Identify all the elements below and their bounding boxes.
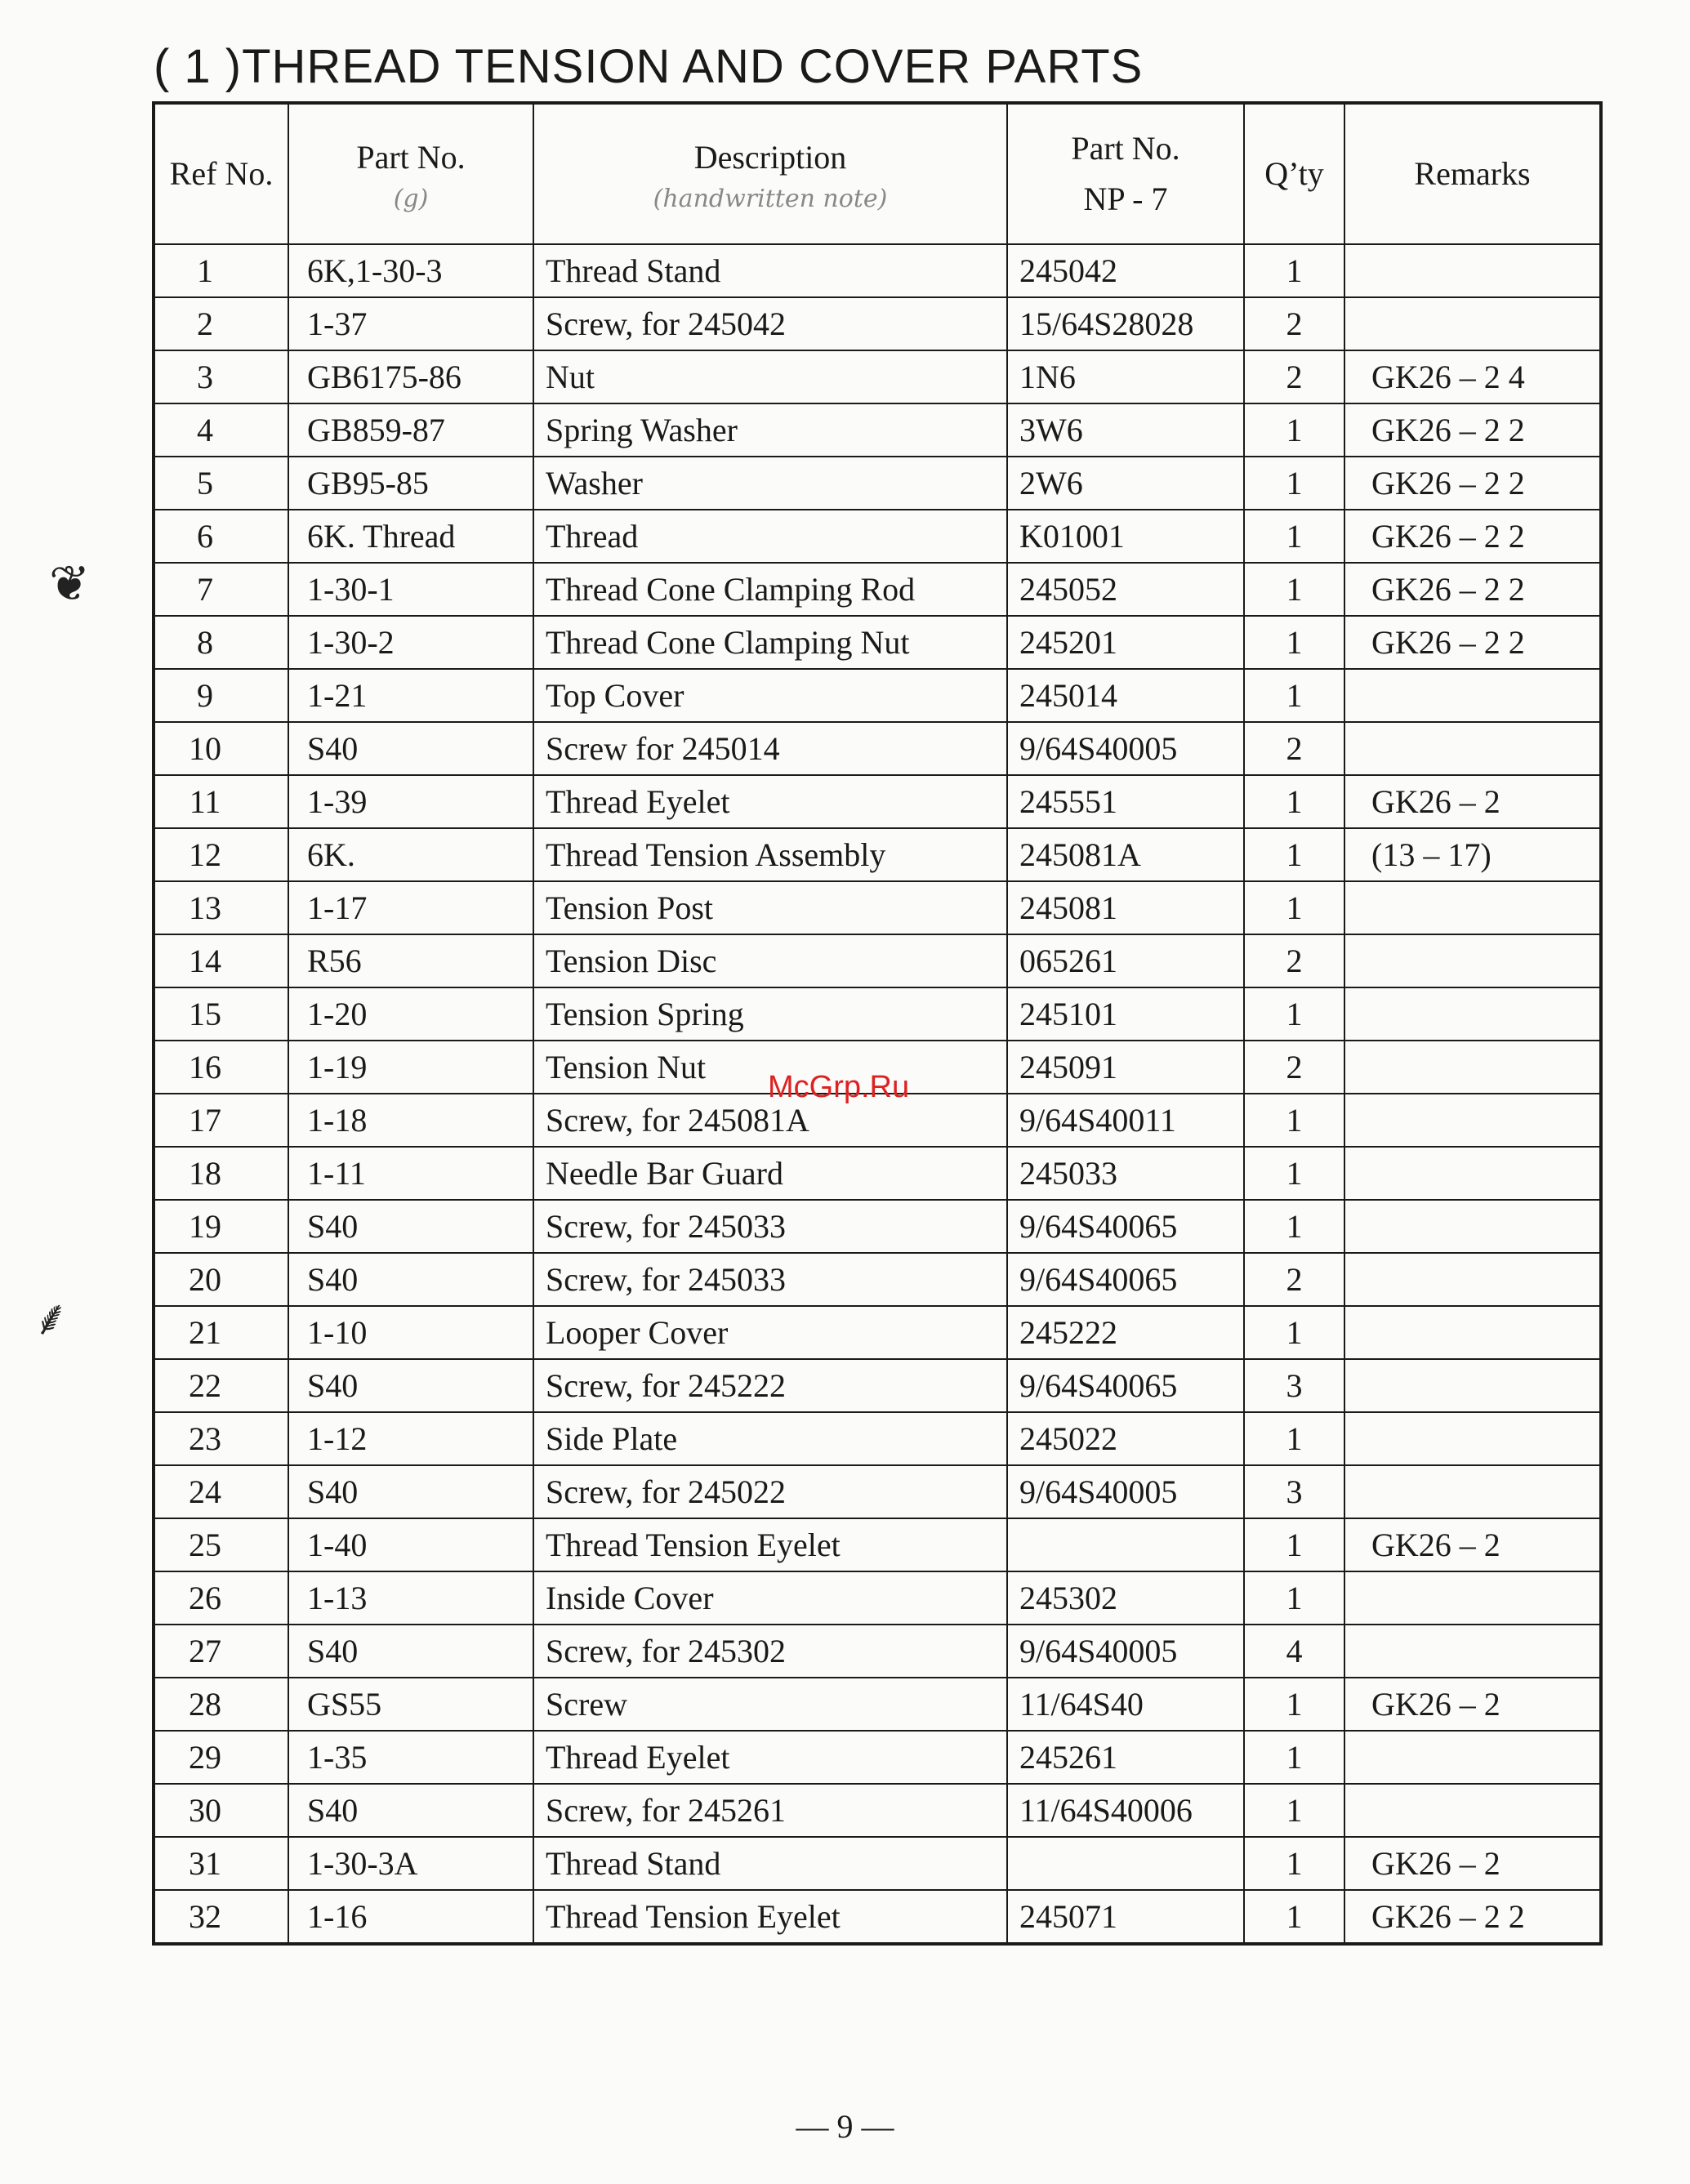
table-row: [154, 1731, 1601, 1784]
part-no-cell: S40: [288, 1625, 533, 1678]
part-no-cell: 1-30-3A: [288, 1837, 533, 1890]
header-np7-part-no: [1007, 103, 1244, 244]
table-row: [154, 722, 1601, 775]
part-no-cell: S40: [288, 1784, 533, 1837]
description-cell: Tension Post: [533, 881, 1007, 934]
remarks-cell: [1344, 1625, 1601, 1678]
description-cell: Thread Cone Clamping Nut: [533, 616, 1007, 669]
ref-cell: 12: [154, 828, 288, 881]
table-row: [154, 1625, 1601, 1678]
ref-cell: 24: [154, 1465, 288, 1518]
ref-cell: 32: [154, 1890, 288, 1944]
header-ref-no: Ref No.: [154, 103, 288, 244]
ref-cell: 19: [154, 1200, 288, 1253]
watermark: McGrp.Ru: [768, 1070, 910, 1104]
remarks-cell: [1344, 1306, 1601, 1359]
remarks-cell: [1344, 1412, 1601, 1465]
ref-cell: 10: [154, 722, 288, 775]
qty-cell: 1: [1244, 1094, 1344, 1147]
qty-cell: 4: [1244, 1625, 1344, 1678]
description-cell: Looper Cover: [533, 1306, 1007, 1359]
table-row: [154, 1518, 1601, 1571]
description-cell: Thread: [533, 510, 1007, 563]
table-row: [154, 350, 1601, 403]
ref-cell: 6: [154, 510, 288, 563]
description-cell: Screw, for 245033: [533, 1253, 1007, 1306]
qty-cell: 1: [1244, 987, 1344, 1041]
table-row: [154, 1253, 1601, 1306]
qty-cell: 1: [1244, 403, 1344, 457]
description-cell: Tension Spring: [533, 987, 1007, 1041]
qty-cell: 1: [1244, 1147, 1344, 1200]
table-row: [154, 775, 1601, 828]
remarks-cell: GK26 – 2: [1344, 775, 1601, 828]
description-cell: Thread Tension Assembly: [533, 828, 1007, 881]
qty-cell: 1: [1244, 669, 1344, 722]
header-np7-line1: Part No.: [1071, 130, 1180, 167]
part-no-cell: GB95-85: [288, 457, 533, 510]
ref-cell: 29: [154, 1731, 288, 1784]
np7-part-no-cell: [1007, 1837, 1244, 1890]
description-cell: Screw, for 245261: [533, 1784, 1007, 1837]
description-cell: Thread Tension Eyelet: [533, 1518, 1007, 1571]
description-cell: Thread Cone Clamping Rod: [533, 563, 1007, 616]
part-no-cell: S40: [288, 1359, 533, 1412]
table-row: [154, 297, 1601, 350]
np7-part-no-cell: 245201: [1007, 616, 1244, 669]
ref-cell: 31: [154, 1837, 288, 1890]
part-no-cell: S40: [288, 1253, 533, 1306]
np7-part-no-cell: 245302: [1007, 1571, 1244, 1625]
description-cell: Screw, for 245022: [533, 1465, 1007, 1518]
table-row: [154, 934, 1601, 987]
np7-part-no-cell: K01001: [1007, 510, 1244, 563]
np7-part-no-cell: 9/64S40011: [1007, 1094, 1244, 1147]
table-row: [154, 457, 1601, 510]
description-cell: Thread Tension Eyelet: [533, 1890, 1007, 1944]
remarks-cell: GK26 – 2 4: [1344, 350, 1601, 403]
remarks-cell: [1344, 297, 1601, 350]
np7-part-no-cell: 245261: [1007, 1731, 1244, 1784]
table-row: [154, 669, 1601, 722]
remarks-cell: [1344, 1784, 1601, 1837]
description-cell: Top Cover: [533, 669, 1007, 722]
table-row: [154, 1571, 1601, 1625]
ref-cell: 15: [154, 987, 288, 1041]
ref-cell: 8: [154, 616, 288, 669]
part-no-cell: 1-35: [288, 1731, 533, 1784]
ref-cell: 1: [154, 244, 288, 297]
qty-cell: 2: [1244, 350, 1344, 403]
header-description: [533, 103, 1007, 244]
description-cell: Screw, for 245302: [533, 1625, 1007, 1678]
table-row: [154, 881, 1601, 934]
part-no-cell: 6K. Thread: [288, 510, 533, 563]
qty-cell: 1: [1244, 510, 1344, 563]
table-row: [154, 563, 1601, 616]
ref-cell: 23: [154, 1412, 288, 1465]
ref-cell: 22: [154, 1359, 288, 1412]
qty-cell: 3: [1244, 1465, 1344, 1518]
remarks-cell: (13 – 17): [1344, 828, 1601, 881]
description-cell: Thread Stand: [533, 1837, 1007, 1890]
qty-cell: 2: [1244, 297, 1344, 350]
ref-cell: 28: [154, 1678, 288, 1731]
header-part-handwritten-note: (g): [393, 185, 429, 213]
ref-cell: 16: [154, 1041, 288, 1094]
part-no-cell: 1-37: [288, 297, 533, 350]
ref-cell: 3: [154, 350, 288, 403]
qty-cell: 1: [1244, 1731, 1344, 1784]
part-no-cell: 1-12: [288, 1412, 533, 1465]
ref-cell: 7: [154, 563, 288, 616]
description-cell: Thread Eyelet: [533, 1731, 1007, 1784]
remarks-cell: [1344, 1041, 1601, 1094]
np7-part-no-cell: 065261: [1007, 934, 1244, 987]
ref-cell: 30: [154, 1784, 288, 1837]
ref-cell: 26: [154, 1571, 288, 1625]
ref-cell: 14: [154, 934, 288, 987]
np7-part-no-cell: [1007, 1518, 1244, 1571]
part-no-cell: GS55: [288, 1678, 533, 1731]
description-cell: Spring Washer: [533, 403, 1007, 457]
description-cell: Screw, for 245033: [533, 1200, 1007, 1253]
header-part-no-label: Part No.: [356, 139, 466, 176]
header-qty: Q’ty: [1244, 103, 1344, 244]
remarks-cell: GK26 – 2 2: [1344, 403, 1601, 457]
qty-cell: 1: [1244, 1518, 1344, 1571]
remarks-cell: [1344, 1200, 1601, 1253]
remarks-cell: [1344, 1465, 1601, 1518]
np7-part-no-cell: 1N6: [1007, 350, 1244, 403]
remarks-cell: GK26 – 2 2: [1344, 1890, 1601, 1944]
header-description-label: Description: [693, 139, 847, 176]
remarks-cell: [1344, 669, 1601, 722]
qty-cell: 1: [1244, 1890, 1344, 1944]
remarks-cell: [1344, 1359, 1601, 1412]
table-row: [154, 1200, 1601, 1253]
table-row: [154, 1784, 1601, 1837]
table-row: [154, 244, 1601, 297]
table-row: [154, 987, 1601, 1041]
qty-cell: 1: [1244, 828, 1344, 881]
table-row: [154, 1306, 1601, 1359]
qty-cell: 3: [1244, 1359, 1344, 1412]
ref-cell: 18: [154, 1147, 288, 1200]
np7-part-no-cell: 245022: [1007, 1412, 1244, 1465]
remarks-cell: GK26 – 2 2: [1344, 457, 1601, 510]
ref-cell: 20: [154, 1253, 288, 1306]
np7-part-no-cell: 245081A: [1007, 828, 1244, 881]
ref-cell: 2: [154, 297, 288, 350]
qty-cell: 1: [1244, 1412, 1344, 1465]
description-cell: Side Plate: [533, 1412, 1007, 1465]
qty-cell: 1: [1244, 1200, 1344, 1253]
table-row: [154, 1412, 1601, 1465]
description-cell: Thread Stand: [533, 244, 1007, 297]
description-cell: Screw for 245014: [533, 722, 1007, 775]
remarks-cell: GK26 – 2 2: [1344, 616, 1601, 669]
table-row: [154, 828, 1601, 881]
np7-part-no-cell: 9/64S40005: [1007, 1625, 1244, 1678]
description-cell: Tension Disc: [533, 934, 1007, 987]
qty-cell: 1: [1244, 563, 1344, 616]
np7-part-no-cell: 245071: [1007, 1890, 1244, 1944]
np7-part-no-cell: 3W6: [1007, 403, 1244, 457]
part-no-cell: R56: [288, 934, 533, 987]
remarks-cell: [1344, 881, 1601, 934]
part-no-cell: 1-30-2: [288, 616, 533, 669]
np7-part-no-cell: 245081: [1007, 881, 1244, 934]
qty-cell: 2: [1244, 934, 1344, 987]
np7-part-no-cell: 245033: [1007, 1147, 1244, 1200]
part-no-cell: S40: [288, 722, 533, 775]
np7-part-no-cell: 9/64S40065: [1007, 1359, 1244, 1412]
part-no-cell: 6K,1-30-3: [288, 244, 533, 297]
np7-part-no-cell: 2W6: [1007, 457, 1244, 510]
description-cell: Screw, for 245081A: [533, 1094, 1007, 1147]
np7-part-no-cell: 15/64S28028: [1007, 297, 1244, 350]
description-cell: Tension Nut: [533, 1041, 1007, 1094]
remarks-cell: GK26 – 2 2: [1344, 563, 1601, 616]
qty-cell: 1: [1244, 881, 1344, 934]
part-no-cell: 1-18: [288, 1094, 533, 1147]
table-row: [154, 616, 1601, 669]
table-row: [154, 1465, 1601, 1518]
qty-cell: 2: [1244, 1041, 1344, 1094]
np7-part-no-cell: 9/64S40065: [1007, 1200, 1244, 1253]
remarks-cell: [1344, 987, 1601, 1041]
qty-cell: 1: [1244, 457, 1344, 510]
ref-cell: 21: [154, 1306, 288, 1359]
qty-cell: 1: [1244, 1306, 1344, 1359]
qty-cell: 1: [1244, 244, 1344, 297]
description-cell: Screw, for 245042: [533, 297, 1007, 350]
page-title: ( 1 )THREAD TENSION AND COVER PARTS: [154, 40, 1144, 93]
qty-cell: 1: [1244, 1837, 1344, 1890]
description-cell: Needle Bar Guard: [533, 1147, 1007, 1200]
table-row: [154, 1359, 1601, 1412]
margin-scribble-mark: ⸙: [33, 1291, 69, 1345]
table-row: [154, 403, 1601, 457]
np7-part-no-cell: 11/64S40: [1007, 1678, 1244, 1731]
description-cell: Inside Cover: [533, 1571, 1007, 1625]
np7-part-no-cell: 245091: [1007, 1041, 1244, 1094]
table-row: [154, 510, 1601, 563]
qty-cell: 2: [1244, 722, 1344, 775]
description-cell: Nut: [533, 350, 1007, 403]
np7-part-no-cell: 245551: [1007, 775, 1244, 828]
part-no-cell: S40: [288, 1200, 533, 1253]
np7-part-no-cell: 11/64S40006: [1007, 1784, 1244, 1837]
remarks-cell: [1344, 244, 1601, 297]
part-no-cell: 1-10: [288, 1306, 533, 1359]
qty-cell: 2: [1244, 1253, 1344, 1306]
table-row: [154, 1147, 1601, 1200]
np7-part-no-cell: 9/64S40065: [1007, 1253, 1244, 1306]
remarks-cell: [1344, 934, 1601, 987]
header-np7-line2: NP - 7: [1083, 181, 1168, 217]
part-no-cell: 1-39: [288, 775, 533, 828]
remarks-cell: GK26 – 2 2: [1344, 510, 1601, 563]
page-number: — 9 —: [796, 2108, 894, 2145]
parts-table: [152, 101, 1603, 1946]
ref-cell: 25: [154, 1518, 288, 1571]
part-no-cell: 6K.: [288, 828, 533, 881]
qty-cell: 1: [1244, 1678, 1344, 1731]
qty-cell: 1: [1244, 775, 1344, 828]
ref-cell: 13: [154, 881, 288, 934]
table-header-row: [154, 103, 1601, 244]
ref-cell: 9: [154, 669, 288, 722]
table-row: [154, 1678, 1601, 1731]
remarks-cell: [1344, 1253, 1601, 1306]
ref-cell: 5: [154, 457, 288, 510]
part-no-cell: 1-16: [288, 1890, 533, 1944]
part-no-cell: GB859-87: [288, 403, 533, 457]
remarks-cell: [1344, 1147, 1601, 1200]
np7-part-no-cell: 245014: [1007, 669, 1244, 722]
np7-part-no-cell: 245222: [1007, 1306, 1244, 1359]
np7-part-no-cell: 9/64S40005: [1007, 1465, 1244, 1518]
description-cell: Thread Eyelet: [533, 775, 1007, 828]
np7-part-no-cell: 245042: [1007, 244, 1244, 297]
description-cell: Screw, for 245222: [533, 1359, 1007, 1412]
part-no-cell: 1-13: [288, 1571, 533, 1625]
part-no-cell: 1-17: [288, 881, 533, 934]
header-part-no: [288, 103, 533, 244]
remarks-cell: [1344, 1094, 1601, 1147]
table-row: [154, 1837, 1601, 1890]
remarks-cell: [1344, 722, 1601, 775]
qty-cell: 1: [1244, 1571, 1344, 1625]
ref-cell: 4: [154, 403, 288, 457]
part-no-cell: 1-40: [288, 1518, 533, 1571]
description-cell: Washer: [533, 457, 1007, 510]
remarks-cell: GK26 – 2: [1344, 1678, 1601, 1731]
qty-cell: 1: [1244, 616, 1344, 669]
np7-part-no-cell: 9/64S40005: [1007, 722, 1244, 775]
part-no-cell: S40: [288, 1465, 533, 1518]
remarks-cell: [1344, 1571, 1601, 1625]
description-cell: Screw: [533, 1678, 1007, 1731]
ref-cell: 11: [154, 775, 288, 828]
part-no-cell: 1-20: [288, 987, 533, 1041]
part-no-cell: 1-21: [288, 669, 533, 722]
part-no-cell: GB6175-86: [288, 350, 533, 403]
part-no-cell: 1-19: [288, 1041, 533, 1094]
part-no-cell: 1-11: [288, 1147, 533, 1200]
header-description-handwritten-note: (handwritten note): [653, 185, 888, 213]
table-row: [154, 1890, 1601, 1944]
remarks-cell: [1344, 1731, 1601, 1784]
ref-cell: 27: [154, 1625, 288, 1678]
remarks-cell: GK26 – 2: [1344, 1518, 1601, 1571]
part-no-cell: 1-30-1: [288, 563, 533, 616]
qty-cell: 1: [1244, 1784, 1344, 1837]
ref-cell: 17: [154, 1094, 288, 1147]
np7-part-no-cell: 245052: [1007, 563, 1244, 616]
margin-scribble-mark: ❦: [49, 557, 91, 611]
remarks-cell: GK26 – 2: [1344, 1837, 1601, 1890]
header-remarks: Remarks: [1344, 103, 1601, 244]
np7-part-no-cell: 245101: [1007, 987, 1244, 1041]
